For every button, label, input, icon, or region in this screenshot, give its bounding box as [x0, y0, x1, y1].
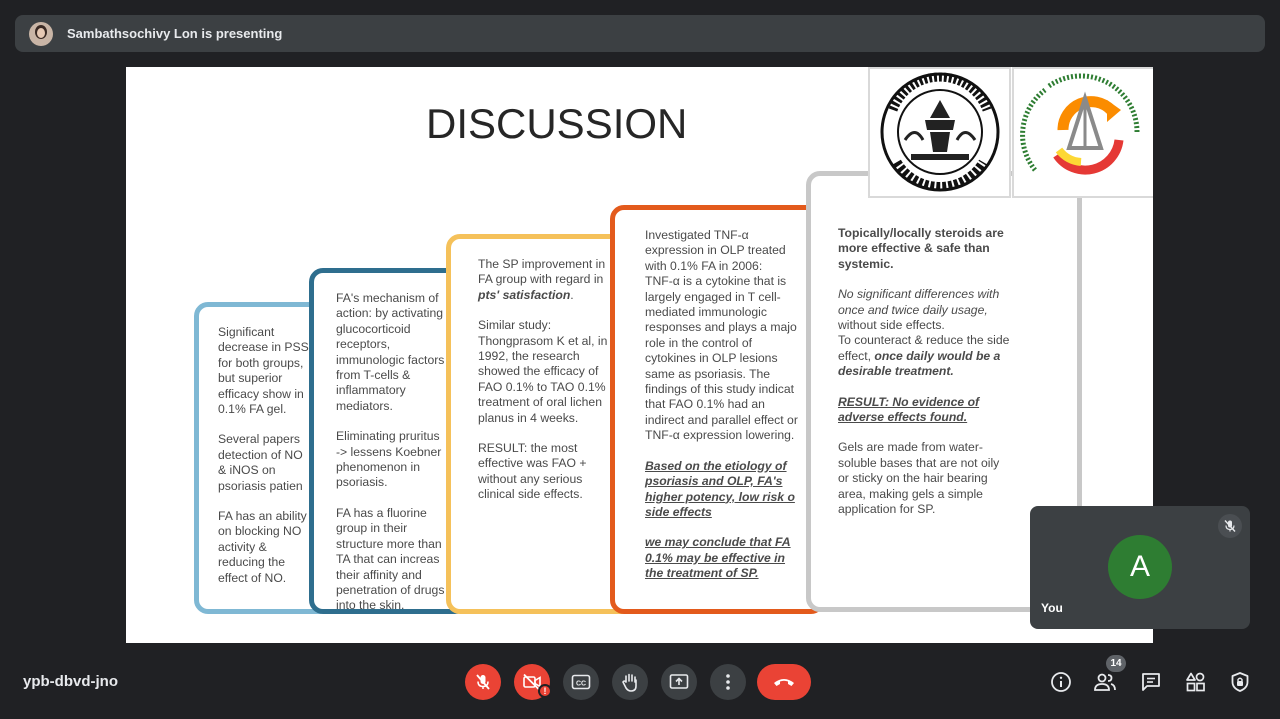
more-options-button[interactable] [710, 664, 746, 700]
raise-hand-icon [621, 672, 639, 692]
more-vert-icon [725, 673, 731, 691]
shared-slide [126, 67, 1153, 643]
meeting-code: ypb-dbvd-jno [23, 673, 118, 690]
presenter-label: Sambathsochivy Lon is presenting [67, 26, 283, 41]
chat-icon [1140, 671, 1162, 693]
presenter-banner [15, 15, 1265, 52]
raise-hand-button[interactable] [612, 664, 648, 700]
svg-text:CC: CC [575, 680, 587, 688]
people-button[interactable] [1091, 668, 1119, 696]
discussion-card-4: Investigated TNF-α expression in OLP treated with 0.1% FA in 2006: TNF-α is a cytokine that is largely engaged in T cell- mediated immunologic responses and plays a majo role in the control of cytokines in OLP lesions same as psoriasis. The findings of this study indicat that FAO 0.1% had an indirect and parallel effect or TNF-α expression lowering. Based on the etiology of psoriasis and OLP, FA's higher potency, low risk o side effects we may conclude that FA 0.1% may be effective in the treatment of SP. [610, 205, 825, 614]
presenter-avatar [29, 22, 53, 46]
mic-off-icon [474, 673, 492, 691]
discussion-card-5: Topically/locally steroids are more effective & safe than systemic. No significant differences with once and twice daily usage, without side effects. To counteract & reduce the side effect, once daily would be a desirable treatment. RESULT: No evidence of adverse effects found. Gels are made from water- soluble bases that are not oily or sticky on the hair bearing area, making gels a simple application for SP. [806, 171, 1082, 612]
camera-toggle-button[interactable] [514, 664, 550, 700]
people-icon [1093, 672, 1117, 692]
slide-title: DISCUSSION [426, 100, 688, 147]
discussion-card-2: FA's mechanism of action: by activating glucocorticoid receptors, immunologic factors from T-cells & inflammatory mediators. Eliminating pruritus -> lessens Koebner phenomenon in psoriasis. FA has a fluorine group in their structure more than TA that can increas their affinity and penetration of drugs into the skin. [309, 268, 469, 614]
chat-button[interactable] [1137, 668, 1165, 696]
end-call-icon [772, 676, 796, 688]
self-name-label: You [1041, 601, 1063, 615]
discussion-card-3: The SP improvement in FA group with regard in pts' satisfaction. Similar study: Thongprasom K et al, in 1992, the research showed the efficacy of FAO 0.1% to TAO 0.1% treatment of oral lichen planus in 4 weeks. RESULT: the most effective was FAO + without any serious clinical side effects. [446, 234, 636, 614]
leave-call-button[interactable] [757, 664, 811, 700]
activities-icon [1185, 671, 1207, 693]
host-controls-button[interactable] [1226, 668, 1254, 696]
avatar: A [1108, 535, 1172, 599]
participant-count-badge: 14 [1106, 655, 1126, 672]
captions-button[interactable] [563, 664, 599, 700]
chulabhorn-college-logo [1012, 67, 1153, 198]
thammasat-university-logo [868, 67, 1011, 198]
activities-button[interactable] [1182, 668, 1210, 696]
mic-toggle-button[interactable] [465, 664, 501, 700]
meeting-details-button[interactable] [1047, 668, 1075, 696]
captions-icon [571, 674, 591, 690]
present-screen-icon [669, 673, 689, 691]
camera-warning-badge: ! [538, 684, 552, 698]
present-now-button[interactable] [661, 664, 697, 700]
host-controls-icon [1230, 671, 1250, 693]
mic-off-icon [1218, 514, 1242, 538]
discussion-card-1: Significant decrease in PSS for both groups, but superior efficacy show in 0.1% FA gel. Several papers detection of NO & iNOS on psoriasis patien FA has an ability on blocking NO activity & reducing the effect of NO. [194, 302, 334, 614]
info-icon [1050, 671, 1072, 693]
self-preview-tile[interactable] [1030, 506, 1250, 629]
